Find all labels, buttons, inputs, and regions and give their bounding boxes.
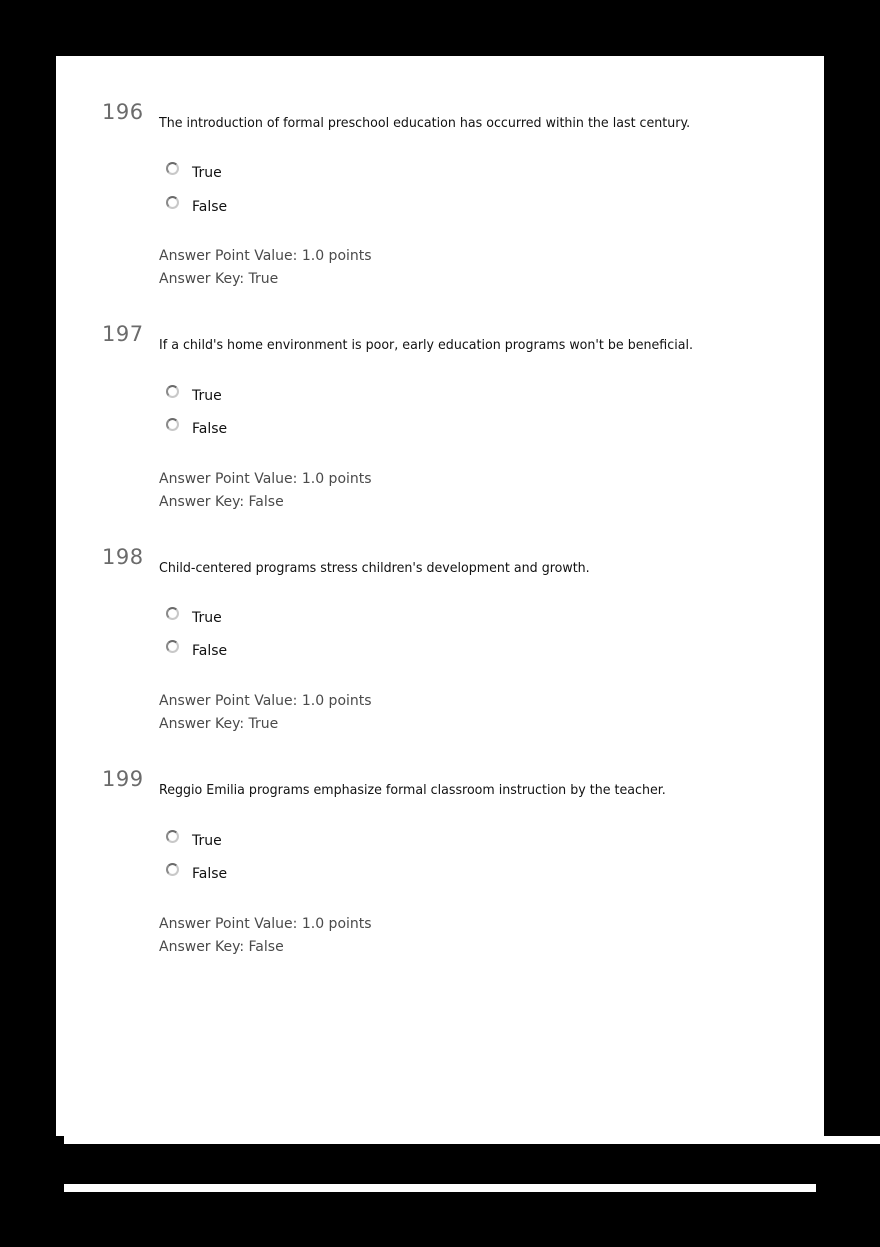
option-label: True bbox=[192, 833, 222, 849]
radio-button-icon[interactable] bbox=[166, 640, 179, 653]
question-text: Child-centered programs stress children's development and growth. bbox=[159, 560, 590, 576]
option-true[interactable] bbox=[166, 163, 222, 183]
question-199 bbox=[56, 767, 824, 967]
page-edge-strip bbox=[64, 1136, 880, 1144]
option-label: True bbox=[192, 165, 222, 181]
answer-point-value: Answer Point Value: 1.0 points bbox=[159, 248, 372, 264]
option-label: False bbox=[192, 643, 228, 659]
answer-key: Answer Key: True bbox=[159, 716, 279, 732]
question-text: The introduction of formal preschool education has occurred within the last century. bbox=[159, 115, 691, 131]
radio-button-icon[interactable] bbox=[166, 607, 179, 620]
radio-button-icon[interactable] bbox=[166, 830, 179, 843]
option-true[interactable] bbox=[166, 831, 222, 851]
question-196 bbox=[56, 100, 824, 300]
radio-button-icon[interactable] bbox=[166, 385, 179, 398]
question-198 bbox=[56, 545, 824, 745]
option-false[interactable] bbox=[166, 197, 227, 217]
question-number: 196 bbox=[102, 100, 144, 124]
question-text: If a child's home environment is poor, early education programs won't be beneficial. bbox=[159, 337, 694, 353]
option-label: False bbox=[192, 866, 228, 882]
radio-button-icon[interactable] bbox=[166, 162, 179, 175]
option-label: False bbox=[192, 199, 228, 215]
radio-button-icon[interactable] bbox=[166, 418, 179, 431]
question-number: 197 bbox=[102, 322, 144, 346]
radio-button-icon[interactable] bbox=[166, 863, 179, 876]
radio-button-icon[interactable] bbox=[166, 196, 179, 209]
answer-point-value: Answer Point Value: 1.0 points bbox=[159, 693, 372, 709]
answer-key: Answer Key: False bbox=[159, 939, 284, 955]
answer-point-value: Answer Point Value: 1.0 points bbox=[159, 916, 372, 932]
option-label: True bbox=[192, 388, 222, 404]
option-false[interactable] bbox=[166, 419, 227, 439]
next-page-edge bbox=[64, 1184, 816, 1192]
document-page bbox=[56, 56, 824, 1136]
option-true[interactable] bbox=[166, 608, 222, 628]
option-false[interactable] bbox=[166, 864, 227, 884]
question-number: 199 bbox=[102, 767, 144, 791]
option-label: True bbox=[192, 610, 222, 626]
option-false[interactable] bbox=[166, 641, 227, 661]
answer-key: Answer Key: True bbox=[159, 271, 279, 287]
option-label: False bbox=[192, 421, 228, 437]
answer-point-value: Answer Point Value: 1.0 points bbox=[159, 471, 372, 487]
answer-key: Answer Key: False bbox=[159, 494, 284, 510]
option-true[interactable] bbox=[166, 386, 222, 406]
question-number: 198 bbox=[102, 545, 144, 569]
question-197 bbox=[56, 322, 824, 522]
question-text: Reggio Emilia programs emphasize formal classroom instruction by the teacher. bbox=[159, 782, 666, 798]
